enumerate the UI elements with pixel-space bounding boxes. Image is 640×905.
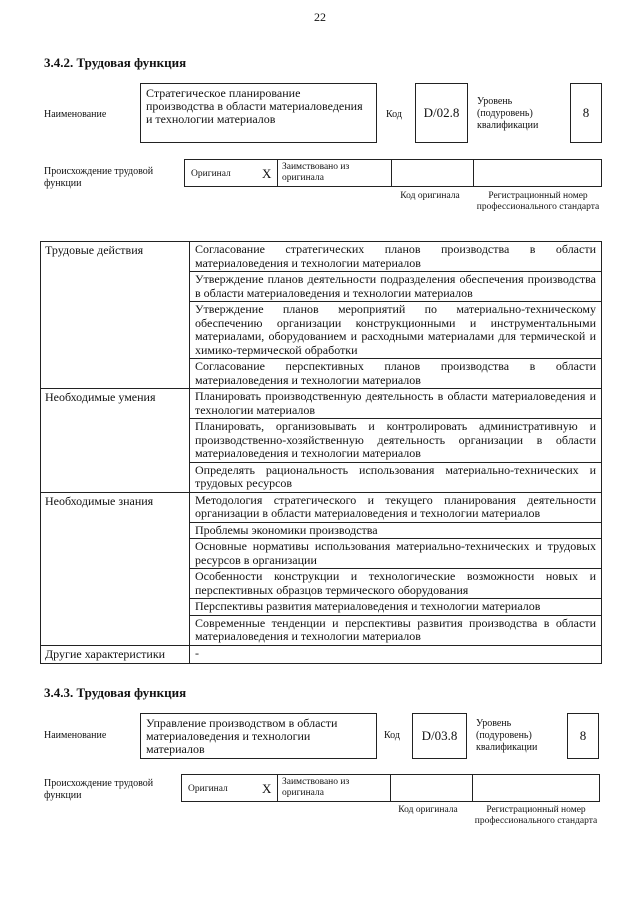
origin-label: Происхождение трудовой функции — [44, 166, 154, 189]
code-box: D/02.8 — [415, 83, 468, 143]
item-cell: Проблемы экономики производства — [190, 522, 602, 539]
borrowed-label: Заимствовано из оригинала — [282, 777, 350, 798]
code-box: D/03.8 — [412, 713, 467, 759]
category-cell: Необходимые знания — [41, 492, 190, 645]
divider — [277, 775, 278, 801]
divider — [390, 775, 391, 801]
original-mark: X — [262, 781, 272, 796]
borrowed-label: Заимствовано из оригинала — [282, 162, 350, 183]
code-label: Код — [384, 730, 400, 741]
table-row — [41, 645, 602, 664]
section-title: 3.4.2. Трудовая функция — [44, 55, 187, 70]
item-cell: Планировать производственную деятельность в области материаловедения и технологии материалов — [190, 389, 602, 419]
divider — [473, 160, 474, 186]
original-label: Оригинал — [188, 784, 228, 794]
item-cell: Методология стратегического и текущего планирования деятельности организации в области материаловедения и технологии материалов — [190, 492, 602, 522]
category-cell: Другие характеристики — [41, 645, 190, 664]
section-title: 3.4.3. Трудовая функция — [44, 685, 187, 700]
origin-row — [181, 774, 600, 802]
original-label: Оригинал — [191, 169, 231, 179]
code-label: Код — [386, 109, 402, 120]
item-cell: Определять рациональность использования материально-технических и трудовых ресурсов — [190, 462, 602, 492]
level-box: 8 — [567, 713, 599, 759]
table-row — [41, 389, 602, 419]
function-name-box: Управление производством в области материаловедения и технологии материалов — [140, 713, 377, 759]
divider — [277, 160, 278, 186]
category-cell: Необходимые умения — [41, 389, 190, 493]
origin-row — [184, 159, 602, 187]
category-cell: Трудовые действия — [41, 242, 190, 389]
level-label: Уровень (подуровень) квалификации — [476, 718, 538, 753]
item-cell: - — [190, 645, 602, 664]
table-row — [41, 242, 602, 272]
reg-number-label: Регистрационный номер профессионального стандарта — [474, 805, 598, 826]
item-cell: Основные нормативы использования материально-технических и трудовых ресурсов в организации — [190, 539, 602, 569]
level-label: Уровень (подуровень) квалификации — [477, 96, 539, 131]
item-cell: Согласование стратегических планов производства в области материаловедения и технологии материалов — [190, 242, 602, 272]
name-label: Наименование — [44, 730, 107, 741]
reg-number-label: Регистрационный номер профессионального стандарта — [476, 191, 600, 212]
original-mark: X — [262, 166, 272, 181]
item-cell: Современные тенденции и перспективы развития производства в области материаловедения и технологии материалов — [190, 615, 602, 645]
item-cell: Перспективы развития материаловедения и технологии материалов — [190, 599, 602, 616]
divider — [472, 775, 473, 801]
name-label: Наименование — [44, 109, 107, 120]
item-cell: Особенности конструкции и технологические возможности новых и перспективных образцов термического оборудования — [190, 569, 602, 599]
origin-label: Происхождение трудовой функции — [44, 778, 154, 801]
level-box: 8 — [570, 83, 602, 143]
page-number: 22 — [314, 10, 326, 24]
code-original-label: Код оригинала — [398, 805, 458, 815]
code-original-label: Код оригинала — [400, 191, 460, 201]
table-row — [41, 492, 602, 522]
item-cell: Утверждение планов мероприятий по материально-техническому обеспечению организации конструкционными и инструментальными материалами, оборудованием и расходными материалами для термической и химико-термической обработки — [190, 302, 602, 359]
function-details-table — [40, 241, 602, 664]
item-cell: Согласование перспективных планов производства в области материаловедения и технологии материалов — [190, 359, 602, 389]
item-cell: Утверждение планов деятельности подразделения обеспечения производства в области материаловедения и технологии материалов — [190, 272, 602, 302]
item-cell: Планировать, организовывать и контролировать административную и производственно-хозяйственную деятельность организации в области материаловедения и технологии материалов — [190, 419, 602, 463]
function-name-box: Стратегическое планирование производства в области материаловедения и технологии материалов — [140, 83, 377, 143]
divider — [391, 160, 392, 186]
